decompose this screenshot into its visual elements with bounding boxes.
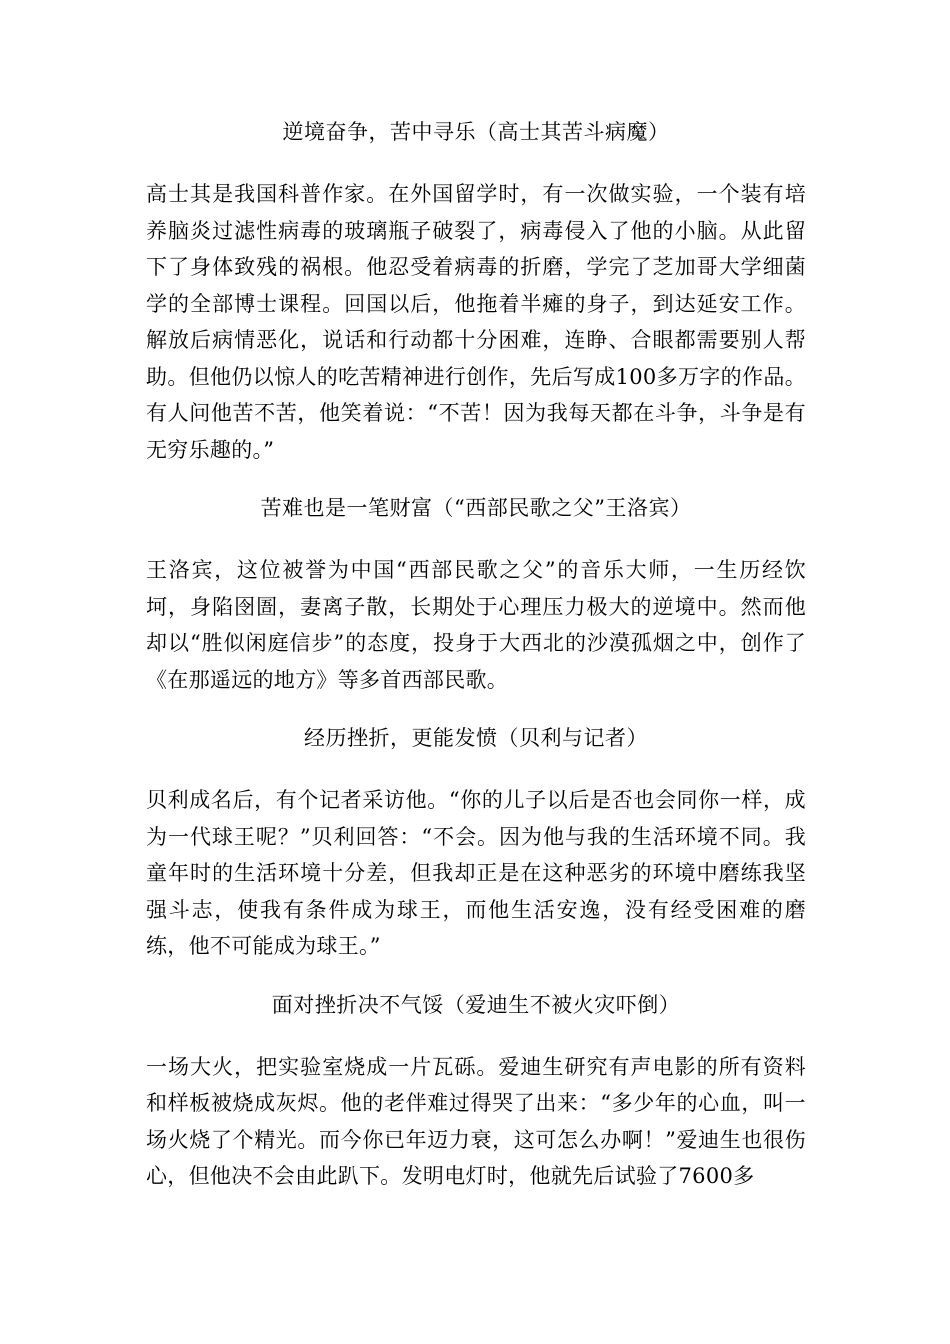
section-paragraph: 贝利成名后，有个记者采访他。“你的儿子以后是否也会同你一样，成为一代球王呢？”贝利回答：“不会。因为他与我的生活环境不同。我童年时的生活环境十分差，但我却正是在这种恶劣的环境中磨练我坚强斗志，使我有条件成为球王，而他生活安逸，没有经受困难的磨练，他不可能成为球王。”	[146, 788, 806, 958]
section-pele	[146, 720, 806, 965]
section-paragraph: 高士其是我国科普作家。在外国留学时，有一次做实验，一个装有培养脑炎过滤性病毒的玻璃瓶子破裂了，病毒侵入了他的小脑。从此留下了身体致残的祸根。他忍受着病毒的折磨，学完了芝加哥大学细菌学的全部博士课程。回国以后，他拖着半瘫的身子，到达延安工作。解放后病情恶化，说话和行动都十分困难，连睁、合眼都需要别人帮助。但他仍以惊人的吃苦精神进行创作，先后写成100多万字的作品。有人问他苦不苦，他笑着说：“不苦！因为我每天都在斗争，斗争是有无穷乐趣的。”	[146, 182, 806, 462]
section-gao-shiqi	[146, 114, 806, 468]
section-edison	[146, 987, 806, 1195]
document-page	[146, 114, 806, 1217]
section-title: 面对挫折决不气馁（爱迪生不被火灾吓倒）	[271, 992, 681, 1017]
section-wang-luobin	[146, 490, 806, 698]
section-paragraph: 王洛宾，这位被誉为中国“西部民歌之父”的音乐大师，一生历经饮坷，身陷囹圄，妻离子散，长期处于心理压力极大的逆境中。然而他却以“胜似闲庭信步”的态度，投身于大西北的沙漠孤烟之中，创作了《在那遥远的地方》等多首西部民歌。	[146, 558, 806, 692]
section-title: 经历挫折，更能发愤（贝利与记者）	[304, 726, 648, 750]
section-title: 逆境奋争，苦中寻乐（高士其苦斗病魔）	[282, 120, 670, 144]
section-title: 苦难也是一笔财富（“西部民歌之父”王洛宾）	[260, 496, 692, 520]
section-paragraph: 一场大火，把实验室烧成一片瓦砾。爱迪生研究有声电影的所有资料和样板被烧成灰烬。他的老伴难过得哭了出来：“多少年的心血，叫一场火烧了个精光。而今你已年迈力衰，这可怎么办啊！”爱迪生也很伤心，但他决不会由此趴下。发明电灯时，他就先后试验了7600多	[146, 1054, 806, 1188]
